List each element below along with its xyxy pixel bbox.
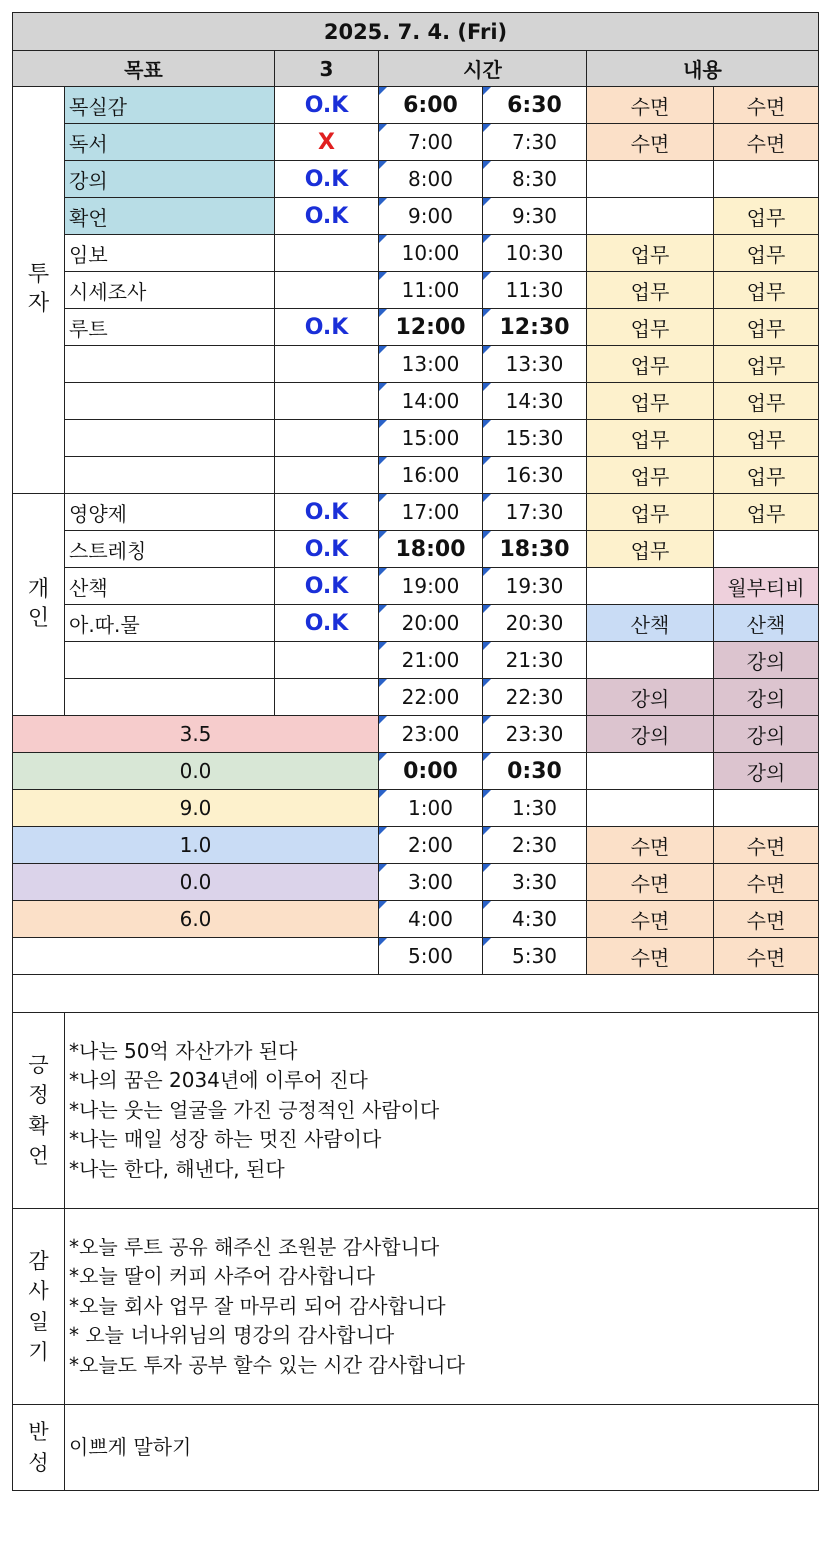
affirmation-title: 긍 정 확 언 [13, 1013, 65, 1209]
task-cell: 업무 [587, 457, 714, 494]
task-cell: 산책 [587, 605, 714, 642]
task-cell: 수면 [587, 938, 714, 975]
time-cell: 1:30 [483, 790, 587, 827]
task-cell: 업무 [714, 383, 819, 420]
goal-label: 아.따.물 [65, 605, 275, 642]
schedule-rows [13, 87, 819, 975]
schedule-row [13, 346, 819, 383]
task-cell [714, 790, 819, 827]
schedule-row [13, 753, 819, 790]
status-ok-mark: O.K [275, 87, 379, 124]
time-cell: 10:00 [379, 235, 483, 272]
time-cell: 9:30 [483, 198, 587, 235]
task-cell: 업무 [714, 457, 819, 494]
time-cell: 21:00 [379, 642, 483, 679]
task-cell: 업무 [587, 494, 714, 531]
affirmation-line: *나는 50억 자산가가 된다 [69, 1038, 298, 1063]
schedule-row [13, 901, 819, 938]
schedule-row [13, 864, 819, 901]
task-cell: 수면 [714, 124, 819, 161]
affirmation-line: *나는 매일 성장 하는 멋진 사람이다 [69, 1127, 382, 1152]
goal-label: 영양제 [65, 494, 275, 531]
status-ok-mark [275, 679, 379, 716]
date-header: 2025. 7. 4. (Fri) [13, 13, 819, 51]
task-cell [587, 642, 714, 679]
category-personal: 개 인 [13, 494, 65, 716]
time-cell: 5:00 [379, 938, 483, 975]
status-ok-mark [275, 383, 379, 420]
goal-label: 독서 [65, 124, 275, 161]
status-ok-mark [275, 420, 379, 457]
status-ok-mark [275, 272, 379, 309]
gratitude-line: *오늘 루트 공유 해주신 조원분 감사합니다 [69, 1234, 440, 1259]
time-cell: 19:00 [379, 568, 483, 605]
time-cell: 7:30 [483, 124, 587, 161]
schedule-row [13, 605, 819, 642]
time-cell: 23:00 [379, 716, 483, 753]
task-cell [587, 198, 714, 235]
task-cell: 강의 [714, 716, 819, 753]
time-cell: 20:30 [483, 605, 587, 642]
status-ok-mark: O.K [275, 198, 379, 235]
goal-label [65, 420, 275, 457]
affirmation-line: *나는 한다, 해낸다, 된다 [69, 1156, 285, 1181]
task-cell: 수면 [714, 938, 819, 975]
task-cell [587, 161, 714, 198]
task-cell: 업무 [714, 420, 819, 457]
schedule-row [13, 87, 819, 124]
time-cell: 12:30 [483, 309, 587, 346]
task-cell: 강의 [714, 753, 819, 790]
time-cell: 22:30 [483, 679, 587, 716]
time-cell: 15:30 [483, 420, 587, 457]
schedule-row [13, 161, 819, 198]
planner-table [12, 12, 819, 1491]
time-cell: 6:30 [483, 87, 587, 124]
time-cell: 9:00 [379, 198, 483, 235]
time-cell: 0:30 [483, 753, 587, 790]
summary-value: 0.0 [13, 753, 379, 790]
time-cell: 4:30 [483, 901, 587, 938]
task-cell: 수면 [714, 901, 819, 938]
task-cell: 강의 [587, 679, 714, 716]
goal-label: 확언 [65, 198, 275, 235]
schedule-row [13, 642, 819, 679]
category-invest: 투 자 [13, 87, 65, 494]
status-ok-mark [275, 346, 379, 383]
schedule-row [13, 235, 819, 272]
time-cell: 12:00 [379, 309, 483, 346]
task-cell: 업무 [714, 494, 819, 531]
status-ok-mark [275, 642, 379, 679]
schedule-row [13, 198, 819, 235]
time-cell: 6:00 [379, 87, 483, 124]
status-fail-mark: X [275, 124, 379, 161]
gratitude-line: *오늘 딸이 커피 사주어 감사합니다 [69, 1264, 375, 1289]
task-cell: 월부티비 [714, 568, 819, 605]
gratitude-line: *오늘 회사 업무 잘 마무리 되어 감사합니다 [69, 1293, 446, 1318]
goal-label: 스트레칭 [65, 531, 275, 568]
time-cell: 11:00 [379, 272, 483, 309]
status-ok-mark: O.K [275, 568, 379, 605]
task-cell: 업무 [714, 346, 819, 383]
summary-value: 1.0 [13, 827, 379, 864]
task-cell: 업무 [714, 198, 819, 235]
schedule-row [13, 309, 819, 346]
status-ok-mark: O.K [275, 605, 379, 642]
schedule-row [13, 679, 819, 716]
task-cell: 수면 [587, 124, 714, 161]
summary-value: 3.5 [13, 716, 379, 753]
gratitude-lines [65, 1209, 819, 1405]
schedule-row [13, 383, 819, 420]
task-cell: 강의 [714, 642, 819, 679]
task-cell: 수면 [714, 827, 819, 864]
summary-value: 0.0 [13, 864, 379, 901]
summary-value [13, 938, 379, 975]
task-cell: 산책 [714, 605, 819, 642]
goal-label: 강의 [65, 161, 275, 198]
goal-label: 산책 [65, 568, 275, 605]
time-cell: 2:30 [483, 827, 587, 864]
time-header: 시간 [379, 51, 587, 87]
time-cell: 11:30 [483, 272, 587, 309]
schedule-row [13, 124, 819, 161]
task-cell: 업무 [587, 531, 714, 568]
schedule-row [13, 716, 819, 753]
status-ok-mark: O.K [275, 309, 379, 346]
schedule-row [13, 531, 819, 568]
affirmation-lines [65, 1013, 819, 1209]
goal-label: 목실감 [65, 87, 275, 124]
time-cell: 8:30 [483, 161, 587, 198]
time-cell: 17:30 [483, 494, 587, 531]
task-cell [714, 531, 819, 568]
task-cell [714, 161, 819, 198]
time-cell: 7:00 [379, 124, 483, 161]
time-cell: 14:30 [483, 383, 587, 420]
time-cell: 20:00 [379, 605, 483, 642]
schedule-row [13, 827, 819, 864]
time-cell: 10:30 [483, 235, 587, 272]
time-cell: 13:00 [379, 346, 483, 383]
time-cell: 0:00 [379, 753, 483, 790]
task-cell: 업무 [587, 420, 714, 457]
status-ok-mark [275, 457, 379, 494]
task-cell: 수면 [587, 827, 714, 864]
task-cell: 업무 [587, 235, 714, 272]
task-cell [587, 753, 714, 790]
time-cell: 22:00 [379, 679, 483, 716]
summary-value: 9.0 [13, 790, 379, 827]
blank-row [13, 975, 819, 1013]
time-cell: 4:00 [379, 901, 483, 938]
goal-label [65, 346, 275, 383]
schedule-row [13, 938, 819, 975]
time-cell: 21:30 [483, 642, 587, 679]
time-cell: 16:00 [379, 457, 483, 494]
affirmation-line: *나는 웃는 얼굴을 가진 긍정적인 사람이다 [69, 1097, 440, 1122]
task-cell: 업무 [714, 309, 819, 346]
time-cell: 3:30 [483, 864, 587, 901]
time-cell: 18:00 [379, 531, 483, 568]
goal-label: 시세조사 [65, 272, 275, 309]
gratitude-title: 감 사 일 기 [13, 1209, 65, 1405]
task-cell: 업무 [587, 309, 714, 346]
schedule-row [13, 494, 819, 531]
time-cell: 13:30 [483, 346, 587, 383]
time-cell: 2:00 [379, 827, 483, 864]
gratitude-line: * 오늘 너나위님의 명강의 감사합니다 [69, 1323, 395, 1348]
task-cell: 강의 [714, 679, 819, 716]
time-cell: 3:00 [379, 864, 483, 901]
time-cell: 23:30 [483, 716, 587, 753]
time-cell: 5:30 [483, 938, 587, 975]
schedule-row [13, 272, 819, 309]
task-cell: 업무 [587, 346, 714, 383]
goal-label [65, 383, 275, 420]
time-cell: 17:00 [379, 494, 483, 531]
task-cell: 업무 [587, 383, 714, 420]
summary-value: 6.0 [13, 901, 379, 938]
task-cell: 수면 [714, 864, 819, 901]
time-cell: 14:00 [379, 383, 483, 420]
task-cell: 업무 [714, 235, 819, 272]
time-cell: 19:30 [483, 568, 587, 605]
task-cell: 업무 [714, 272, 819, 309]
goal-label [65, 679, 275, 716]
gratitude-line: *오늘도 투자 공부 할수 있는 시간 감사합니다 [69, 1352, 465, 1377]
task-cell [587, 568, 714, 605]
task-cell [587, 790, 714, 827]
status-ok-mark: O.K [275, 531, 379, 568]
task-cell: 수면 [587, 901, 714, 938]
time-cell: 16:30 [483, 457, 587, 494]
goal-label [65, 457, 275, 494]
schedule-row [13, 568, 819, 605]
task-cell: 수면 [587, 864, 714, 901]
goal-label [65, 642, 275, 679]
count-header: 3 [275, 51, 379, 87]
reflection-text: 이쁘게 말하기 [65, 1405, 819, 1491]
status-ok-mark: O.K [275, 494, 379, 531]
task-cell: 강의 [587, 716, 714, 753]
time-cell: 8:00 [379, 161, 483, 198]
schedule-row [13, 790, 819, 827]
content-header: 내용 [587, 51, 819, 87]
status-ok-mark: O.K [275, 161, 379, 198]
status-ok-mark [275, 235, 379, 272]
time-cell: 15:00 [379, 420, 483, 457]
task-cell: 업무 [587, 272, 714, 309]
schedule-row [13, 420, 819, 457]
goal-header: 목표 [13, 51, 275, 87]
goal-label: 루트 [65, 309, 275, 346]
reflection-title: 반 성 [13, 1405, 65, 1491]
time-cell: 18:30 [483, 531, 587, 568]
affirmation-line: *나의 꿈은 2034년에 이루어 진다 [69, 1068, 368, 1093]
time-cell: 1:00 [379, 790, 483, 827]
task-cell: 수면 [714, 87, 819, 124]
task-cell: 수면 [587, 87, 714, 124]
schedule-row [13, 457, 819, 494]
goal-label: 임보 [65, 235, 275, 272]
